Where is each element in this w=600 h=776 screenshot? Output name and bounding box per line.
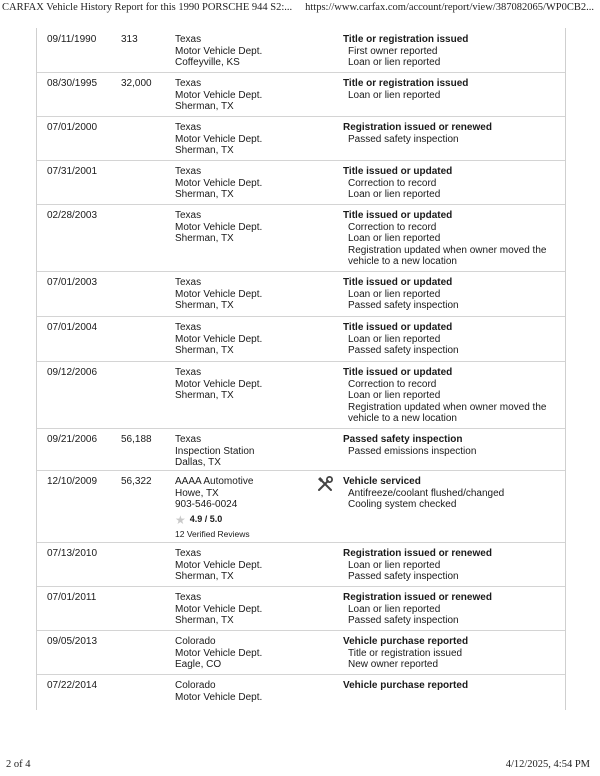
event-item: Loan or lien reported [348,559,441,571]
event-item: Loan or lien reported [348,603,441,615]
event-item: Loan or lien reported [348,390,441,401]
record-details [343,210,563,268]
record-source [175,78,262,113]
event-title: Registration issued or renewed [343,592,492,603]
event-title: Title issued or updated [343,210,453,221]
record-date: 09/11/1990 [47,34,97,45]
print-footer [0,758,600,774]
wrench-screwdriver-icon [315,474,335,494]
source-line: Eagle, CO [175,659,222,670]
record-odometer: 56,188 [121,434,152,445]
source-line: Dallas, TX [175,457,221,468]
history-row [37,361,565,429]
record-date: 09/12/2006 [47,367,98,378]
record-details [343,367,563,425]
event-title: Vehicle serviced [343,476,421,487]
source-line: Colorado [175,636,216,647]
event-item: New owner reported [348,659,439,670]
report-url[interactable]: https://www.carfax.com/account/report/view/387082065/WP0CB2... [305,2,594,13]
record-details [343,434,563,457]
event-item: Passed safety inspection [348,345,459,356]
event-item: Passed emissions inspection [348,445,477,457]
source-line: Texas [175,166,202,177]
record-date: 02/28/2003 [47,210,98,221]
event-item: Passed safety inspection [348,133,459,145]
record-date: 07/01/2003 [47,277,98,288]
source-line: Howe, TX [175,487,219,499]
history-row [37,470,565,543]
record-date: 07/01/2011 [47,592,97,603]
event-title: Title issued or updated [343,322,453,333]
source-line: Sherman, TX [175,345,234,356]
event-item: Loan or lien reported [348,89,441,101]
record-date: 07/01/2000 [47,122,98,133]
record-details [343,277,563,312]
event-item: Loan or lien reported [348,189,441,200]
event-item: Registration updated when owner moved the vehicle to a new location [348,244,547,267]
source-line: Texas [175,277,202,288]
record-date: 07/01/2004 [47,322,98,333]
event-item: Loan or lien reported [348,288,441,300]
record-source [175,476,253,540]
source-line: Sherman, TX [175,189,234,200]
event-title: Title or registration issued [343,34,469,45]
event-title: Passed safety inspection [343,434,463,445]
verified-reviews-link[interactable]: 12 Verified Reviews [175,528,250,539]
source-line: Sherman, TX [175,390,234,401]
report-title: CARFAX Vehicle History Report for this 1990 PORSCHE 944 S2:... [2,2,293,13]
event-item: Title or registration issued [348,647,463,659]
source-line: Motor Vehicle Dept. [175,288,263,300]
record-details [343,78,563,101]
history-row [37,630,565,675]
history-row [37,271,565,317]
record-source [175,367,262,402]
event-item: Antifreeze/coolant flushed/changed [348,487,505,499]
event-item: Passed safety inspection [348,615,459,626]
source-line: Motor Vehicle Dept. [175,378,263,390]
history-row [37,316,565,362]
source-line: Motor Vehicle Dept. [175,603,263,615]
history-row [37,28,565,73]
event-item: Loan or lien reported [348,333,441,345]
event-item: Correction to record [348,378,437,390]
record-details [343,166,563,201]
event-item: Loan or lien reported [348,57,441,68]
event-title: Registration issued or renewed [343,122,492,133]
record-date: 08/30/1995 [47,78,98,89]
record-details [343,322,563,357]
record-source [175,122,262,157]
record-details [343,548,563,583]
source-line: Motor Vehicle Dept. [175,647,263,659]
event-title: Title or registration issued [343,78,469,89]
record-source [175,548,262,583]
record-source [175,34,262,69]
shop-name[interactable]: AAAA Automotive [175,476,254,487]
source-line: Texas [175,434,202,445]
source-line: Inspection Station [175,445,255,457]
record-details [343,636,563,671]
event-item: Registration updated when owner moved the vehicle to a new location [348,401,547,424]
record-date: 07/22/2014 [47,680,98,691]
source-line: Sherman, TX [175,571,234,582]
source-line: Sherman, TX [175,615,234,626]
star-icon: ★ [175,512,186,527]
history-row [37,674,565,710]
source-line: Motor Vehicle Dept. [175,177,263,189]
record-source [175,434,255,469]
record-source [175,210,262,245]
history-row [37,160,565,205]
event-title: Title issued or updated [343,277,453,288]
record-details [343,476,563,511]
page-number: 2 of 4 [6,759,31,770]
record-date: 09/21/2006 [47,434,98,445]
print-header [0,0,600,16]
source-line: Motor Vehicle Dept. [175,45,263,57]
event-title: Vehicle purchase reported [343,680,469,691]
source-line: Sherman, TX [175,300,234,311]
print-datetime: 4/12/2025, 4:54 PM [505,759,590,770]
history-row [37,586,565,631]
source-line: Coffeyville, KS [175,57,240,68]
history-row [37,428,565,471]
history-row [37,72,565,117]
source-line: 903-546-0024 [175,499,238,510]
record-details [343,122,563,145]
history-row [37,116,565,161]
record-source [175,166,262,201]
event-title: Vehicle purchase reported [343,636,469,647]
source-line: Sherman, TX [175,101,234,112]
event-item: Loan or lien reported [348,233,441,244]
event-item: Cooling system checked [348,499,457,510]
history-table [36,28,566,710]
source-line: Texas [175,548,202,559]
source-line: Texas [175,592,202,603]
record-date: 09/05/2013 [47,636,98,647]
source-line: Motor Vehicle Dept. [175,133,263,145]
record-odometer: 313 [121,34,138,45]
event-title: Registration issued or renewed [343,548,492,559]
source-line: Texas [175,367,202,378]
rating-value: 4.9 / 5.0 [189,513,223,524]
event-title: Title issued or updated [343,166,453,177]
record-source [175,592,262,627]
source-line: Motor Vehicle Dept. [175,691,263,703]
record-details [343,592,563,627]
record-source [175,322,262,357]
record-details [343,680,563,692]
event-item: Correction to record [348,221,437,233]
event-item: First owner reported [348,45,438,57]
event-title: Title issued or updated [343,367,453,378]
record-details [343,34,563,69]
history-row [37,542,565,587]
record-date: 07/31/2001 [47,166,98,177]
event-item: Passed safety inspection [348,300,459,311]
source-line: Sherman, TX [175,233,234,244]
source-line: Colorado [175,680,216,691]
record-source [175,277,262,312]
record-date: 07/13/2010 [47,548,98,559]
source-line: Sherman, TX [175,145,234,156]
source-line: Motor Vehicle Dept. [175,89,263,101]
source-line: Texas [175,34,202,45]
event-item: Correction to record [348,177,437,189]
source-line: Texas [175,322,202,333]
source-line: Texas [175,78,202,89]
event-item: Passed safety inspection [348,571,459,582]
record-odometer: 32,000 [121,78,152,89]
source-line: Texas [175,122,202,133]
record-odometer: 56,322 [121,476,152,487]
record-date: 12/10/2009 [47,476,98,487]
record-source [175,680,262,703]
history-row [37,204,565,272]
source-line: Motor Vehicle Dept. [175,559,263,571]
source-line: Motor Vehicle Dept. [175,221,263,233]
source-line: Motor Vehicle Dept. [175,333,263,345]
shop-rating [175,514,253,526]
source-line: Texas [175,210,202,221]
record-source [175,636,262,671]
